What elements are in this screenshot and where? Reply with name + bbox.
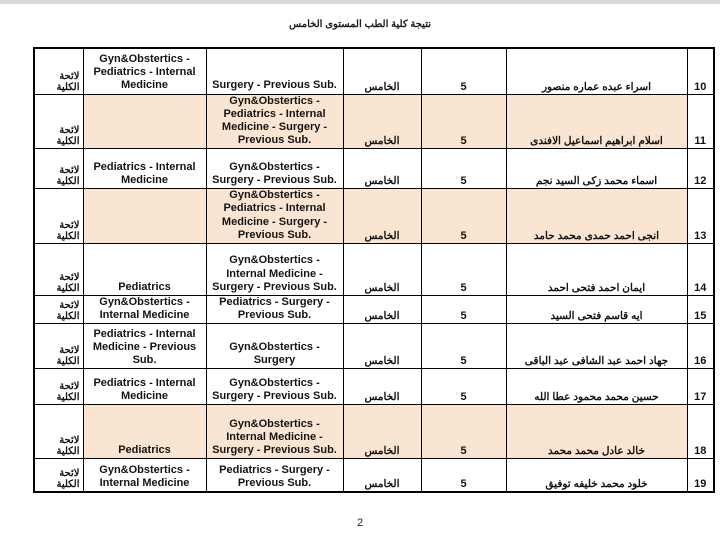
table-row bbox=[34, 459, 714, 492]
subjects-b-cell: Gyn&Obstertics - Internal Medicine - Surgery - Previous Sub. bbox=[206, 244, 343, 296]
subjects-a-cell bbox=[83, 94, 206, 149]
subjects-b-cell: Gyn&Obstertics - Surgery - Previous Sub. bbox=[206, 369, 343, 405]
subjects-b-cell: Gyn&Obstertics - Pediatrics - Internal Medicine - Surgery - Previous Sub. bbox=[206, 189, 343, 244]
student-name-cell: ايه قاسم فتحى السيد bbox=[506, 296, 687, 324]
level-cell: الخامس bbox=[343, 369, 421, 405]
subjects-a-cell: Pediatrics - Internal Medicine - Previous Sub. bbox=[83, 324, 206, 369]
regulation-cell: لائحة الكلية bbox=[34, 459, 83, 492]
row-number-cell: 15 bbox=[687, 296, 714, 324]
regulation-cell: لائحة الكلية bbox=[34, 324, 83, 369]
student-name-cell: اسلام ابراهيم اسماعيل الافندى bbox=[506, 94, 687, 149]
score-cell: 5 bbox=[421, 149, 506, 189]
table-row bbox=[34, 405, 714, 459]
level-cell: الخامس bbox=[343, 94, 421, 149]
subjects-b-cell: Gyn&Obstertics - Internal Medicine - Surgery - Previous Sub. bbox=[206, 405, 343, 459]
table-row bbox=[34, 369, 714, 405]
table-row bbox=[34, 324, 714, 369]
subjects-a-cell: Gyn&Obstertics - Internal Medicine bbox=[83, 459, 206, 492]
table-row bbox=[34, 94, 714, 149]
level-cell: الخامس bbox=[343, 149, 421, 189]
regulation-cell: لائحة الكلية bbox=[34, 48, 83, 94]
student-name-cell: ايمان احمد فتحى احمد bbox=[506, 244, 687, 296]
subjects-a-cell: Gyn&Obstertics - Pediatrics - Internal Medicine bbox=[83, 48, 206, 94]
student-name-cell: خالد عادل محمد محمد bbox=[506, 405, 687, 459]
score-cell: 5 bbox=[421, 369, 506, 405]
score-cell: 5 bbox=[421, 244, 506, 296]
score-cell: 5 bbox=[421, 324, 506, 369]
level-cell: الخامس bbox=[343, 405, 421, 459]
score-cell: 5 bbox=[421, 459, 506, 492]
regulation-cell: لائحة الكلية bbox=[34, 189, 83, 244]
table-row bbox=[34, 189, 714, 244]
page-top-edge bbox=[0, 0, 720, 4]
regulation-cell: لائحة الكلية bbox=[34, 296, 83, 324]
subjects-b-cell: Gyn&Obstertics - Surgery - Previous Sub. bbox=[206, 149, 343, 189]
level-cell: الخامس bbox=[343, 189, 421, 244]
subjects-a-cell: Pediatrics - Internal Medicine bbox=[83, 369, 206, 405]
score-cell: 5 bbox=[421, 94, 506, 149]
regulation-cell: لائحة الكلية bbox=[34, 405, 83, 459]
subjects-a-cell: Pediatrics bbox=[83, 244, 206, 296]
row-number-cell: 18 bbox=[687, 405, 714, 459]
page-title: نتيجة كلية الطب المستوى الخامس bbox=[288, 19, 432, 30]
student-name-cell: انجى احمد حمدى محمد حامد bbox=[506, 189, 687, 244]
score-cell: 5 bbox=[421, 405, 506, 459]
row-number-cell: 11 bbox=[687, 94, 714, 149]
subjects-b-cell: Surgery - Previous Sub. bbox=[206, 48, 343, 94]
row-number-cell: 13 bbox=[687, 189, 714, 244]
subjects-a-cell: Gyn&Obstertics - Internal Medicine bbox=[83, 296, 206, 324]
student-name-cell: حسين محمد محمود عطا الله bbox=[506, 369, 687, 405]
student-name-cell: اسراء عبده عماره منصور bbox=[506, 48, 687, 94]
row-number-cell: 16 bbox=[687, 324, 714, 369]
row-number-cell: 19 bbox=[687, 459, 714, 492]
subjects-a-cell bbox=[83, 189, 206, 244]
subjects-b-cell: Pediatrics - Surgery - Previous Sub. bbox=[206, 459, 343, 492]
level-cell: الخامس bbox=[343, 244, 421, 296]
table-row bbox=[34, 48, 714, 94]
row-number-cell: 17 bbox=[687, 369, 714, 405]
table-row bbox=[34, 244, 714, 296]
student-name-cell: خلود محمد خليفه توفيق bbox=[506, 459, 687, 492]
table-row bbox=[34, 149, 714, 189]
subjects-a-cell: Pediatrics - Internal Medicine bbox=[83, 149, 206, 189]
row-number-cell: 10 bbox=[687, 48, 714, 94]
subjects-b-cell: Gyn&Obstertics - Surgery bbox=[206, 324, 343, 369]
level-cell: الخامس bbox=[343, 324, 421, 369]
level-cell: الخامس bbox=[343, 296, 421, 324]
score-cell: 5 bbox=[421, 48, 506, 94]
page-number: 2 bbox=[356, 517, 364, 529]
subjects-b-cell: Pediatrics - Surgery - Previous Sub. bbox=[206, 296, 343, 324]
score-cell: 5 bbox=[421, 296, 506, 324]
row-number-cell: 12 bbox=[687, 149, 714, 189]
regulation-cell: لائحة الكلية bbox=[34, 369, 83, 405]
row-number-cell: 14 bbox=[687, 244, 714, 296]
score-cell: 5 bbox=[421, 189, 506, 244]
subjects-b-cell: Gyn&Obstertics - Pediatrics - Internal Medicine - Surgery - Previous Sub. bbox=[206, 94, 343, 149]
level-cell: الخامس bbox=[343, 48, 421, 94]
student-name-cell: جهاد احمد عبد الشافى عبد الباقى bbox=[506, 324, 687, 369]
level-cell: الخامس bbox=[343, 459, 421, 492]
regulation-cell: لائحة الكلية bbox=[34, 94, 83, 149]
student-name-cell: اسماء محمد زكى السيد نجم bbox=[506, 149, 687, 189]
results-table bbox=[33, 47, 715, 493]
regulation-cell: لائحة الكلية bbox=[34, 244, 83, 296]
table-row bbox=[34, 296, 714, 324]
subjects-a-cell: Pediatrics bbox=[83, 405, 206, 459]
regulation-cell: لائحة الكلية bbox=[34, 149, 83, 189]
